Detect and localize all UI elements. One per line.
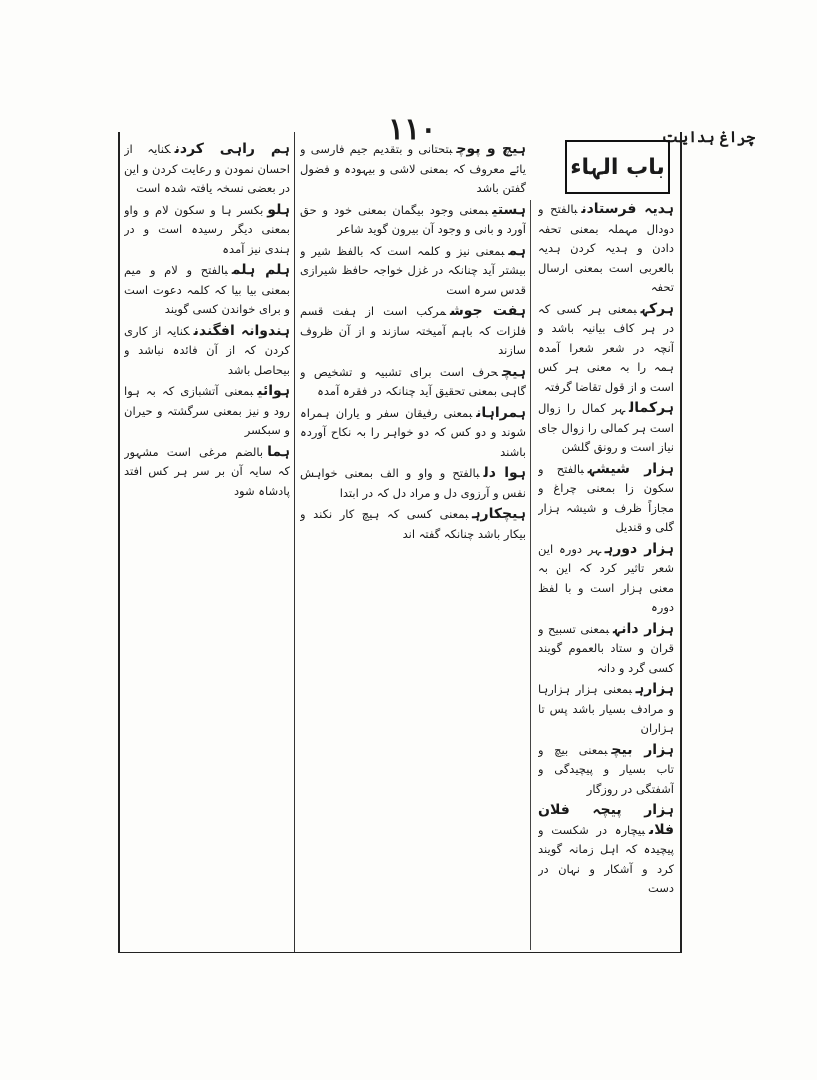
dictionary-entry — [538, 399, 674, 458]
dictionary-entry — [124, 201, 290, 260]
dictionary-entry — [538, 460, 674, 538]
dictionary-entry — [300, 140, 526, 199]
dictionary-entry — [538, 801, 674, 899]
entry-definition: مرکب است از ہفت قسم فلزات کہ باہم آمیختہ سازند و از آن ظروف سازند — [300, 304, 526, 357]
left-column — [124, 140, 290, 950]
dictionary-entry — [124, 322, 290, 381]
entry-headword: ہیچ و پوچ — [456, 141, 526, 157]
entry-headword: ہم راہی کردن — [174, 141, 290, 157]
entry-definition: بالفتح و لام و میم بمعنی بیا بیا کہ کلمہ دعوت است و برای خواندن کسی گویند — [124, 263, 290, 316]
dictionary-entry — [300, 302, 526, 361]
entry-definition: بالضم مرغی است مشہور کہ سایہ آن بر سر ہر کس افتد پادشاہ شود — [124, 444, 290, 498]
dictionary-entry — [538, 620, 674, 679]
entry-headword: ہیچکارہ — [472, 506, 526, 522]
entry-headword: ہلو — [267, 201, 290, 218]
dictionary-entry — [300, 242, 526, 301]
dictionary-entry — [538, 741, 674, 800]
dictionary-entry — [124, 382, 290, 441]
column-divider — [294, 132, 295, 952]
dictionary-entry — [300, 201, 526, 240]
entry-headword: ہزار بیچ — [611, 741, 674, 758]
entry-headword: ہزار دانہ — [613, 620, 674, 637]
entry-definition: بمعنی رفیقان سفر و یاران ہمراہ شوند و دو کس کہ دو خواہر را بہ نکاح آوردہ باشند — [300, 405, 526, 459]
dictionary-entry — [538, 200, 674, 298]
dictionary-entry — [124, 261, 290, 320]
column-divider — [530, 200, 531, 950]
right-column — [538, 200, 674, 950]
entry-definition: بمعنی کسی کہ ہیچ کار نکند و بیکار باشد چنانکہ گفتہ اند — [300, 507, 526, 541]
entry-headword: ہدیہ فرستادن — [581, 201, 674, 217]
entry-definition: بتحتانی و بتقدیم جیم فارسی و یائے معروف کہ بمعنی لاشی و بیہودہ و فضول گفتن باشد — [300, 142, 526, 195]
entry-headword: ہوائی — [257, 383, 290, 399]
entry-headword: ہیچ — [501, 363, 526, 380]
entry-headword: ہندوانہ افگندن — [193, 322, 290, 339]
entry-definition: حرف است برای تشبیہ و تشخیص و گاہی بمعنی تحقیق آید چنانکہ در فقرہ آمدہ — [300, 364, 526, 398]
page-number: ۱۱۰ — [388, 112, 437, 147]
entry-definition: ہر دورہ این شعر تاثیر کرد کہ این بہ معنی ہزار است و با لفظ دورہ — [538, 541, 674, 614]
entry-headword: ہفت جوش — [450, 303, 526, 319]
chapter-title: باب الہاء — [565, 140, 670, 194]
middle-column — [300, 140, 526, 950]
entry-headword: ہزار شیشہ — [587, 460, 674, 477]
entry-definition: بمعنی آتشبازی کہ بہ ہوا رود و نیز بمعنی سرگشتہ و حیران و سبکسر — [124, 384, 290, 437]
entry-headword: ہزار پیچہ فلان فلاں — [538, 802, 674, 838]
entry-definition: بکسر ہا و سکون لام و واو بمعنی دیگر رسیدہ است و در ہندی نیز آمدہ — [124, 202, 290, 256]
dictionary-entry — [300, 505, 526, 544]
entry-headword: ہرکہ — [640, 300, 674, 317]
dictionary-entry — [300, 404, 526, 463]
dictionary-entry — [124, 443, 290, 502]
entry-definition: بالفتح و واو و الف بمعنی خواہش نفس و آرزوی دل و مراد دل کہ در ابتدا — [300, 466, 526, 500]
entry-definition: بمعنی نیز و کلمہ است کہ بالفظ شیر و بیشتر آید چنانکہ در غزل خواجہ حافظ شیرازی قدس سرہ است — [300, 243, 526, 297]
dictionary-entry — [538, 540, 674, 618]
dictionary-entry — [538, 680, 674, 739]
running-head: چراغ ہدایت — [661, 128, 755, 146]
entry-headword: ہرکمال — [629, 400, 674, 416]
dictionary-entry — [538, 300, 674, 398]
entry-definition: بیچارہ در شکست و پیچیدہ کہ اہل زمانہ گویند کرد و آشکار و نہان در دست — [538, 822, 674, 895]
entry-definition: بالفتح و سکون زا بمعنی چراغ و مجازاً ظرف و شیشہ ہزار گلی و قندیل — [538, 461, 674, 534]
dictionary-entry — [124, 140, 290, 199]
dictionary-entry — [300, 464, 526, 503]
entry-definition: کنایہ از کاری کردن کہ از آن فائدہ نباشد و بیحاصل باشد — [124, 323, 290, 377]
entry-definition: بمعنی تسبیح و قران و ستاد بالعموم گویند کسی گرد و دانہ — [538, 621, 674, 675]
entry-headword: ہلم ہلم — [231, 262, 290, 278]
entry-headword: ہوا دل — [483, 465, 526, 481]
dictionary-entry — [300, 363, 526, 402]
entry-headword: ہزار دورہ — [604, 540, 674, 557]
entry-definition: کنایہ از احسان نمودن و رعایت کردن و این در بعضی نسخہ یافتہ شدہ است — [124, 142, 290, 195]
entry-definition: بالفتح و دودال مہملہ بمعنی تحفہ دادن و ہدیہ کردن ہدیہ بالعربی است بمعنی ارسال تحفہ — [538, 202, 674, 294]
entry-headword: ہمراہان — [476, 404, 526, 421]
entry-headword: ہما — [267, 443, 290, 460]
entry-definition: بمعنی ہزار ہزارہا و مرادف بسیار باشد پس تا ہزاران — [538, 682, 674, 735]
entry-definition: بمعنی وجود بیگمان بمعنی خود و حق آورد و بانی و وجود آن بیرون گوید شاعر — [300, 202, 526, 236]
entry-definition: بمعنی ہر کسی کہ در ہر کاف بیانیہ باشد و آنچہ در شعر شعرا آمدہ ہمہ را بہ معنی ہر کس است و از قول تقاضا گرفتہ — [538, 301, 674, 394]
entry-headword: ہزارہ — [636, 681, 674, 697]
entry-headword: ہم — [508, 242, 526, 259]
entry-definition: ہر کمال را زوال است ہر کمالی را زوال جای نیاز است و رونق گلشن — [538, 401, 674, 454]
entry-definition: بمعنی بیچ و تاب بسیار و پیچیدگی و آشفتگی در روزگار — [538, 742, 674, 796]
entry-headword: ہستی — [492, 201, 526, 218]
